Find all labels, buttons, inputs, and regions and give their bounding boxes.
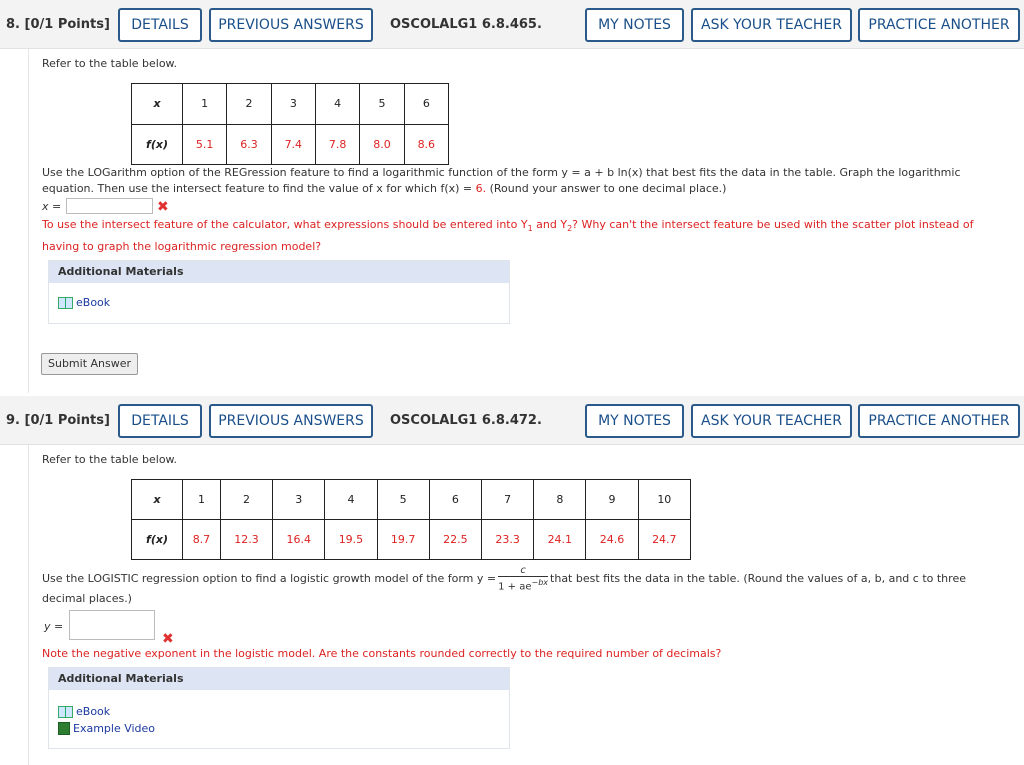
book-icon xyxy=(58,297,73,309)
q9-my-notes-button[interactable]: MY NOTES xyxy=(585,404,684,438)
q8-header xyxy=(0,0,1024,49)
q8-additional-materials-header: Additional Materials xyxy=(49,261,509,283)
q8-x-cell: 2 xyxy=(227,84,271,125)
q8-details-button[interactable]: DETAILS xyxy=(118,8,202,42)
q8-data-table xyxy=(131,83,449,165)
q9-x-cell: 4 xyxy=(325,480,377,520)
q9-fx-cell: 12.3 xyxy=(220,520,272,560)
q8-my-notes-button[interactable]: MY NOTES xyxy=(585,8,684,42)
q8-body xyxy=(28,49,1024,393)
q8-incorrect-icon: ✖ xyxy=(157,199,169,215)
q9-example-video-link[interactable]: Example Video xyxy=(58,722,155,735)
q9-x-cell: 3 xyxy=(273,480,325,520)
q9-feedback: Note the negative exponent in the logistic model. Are the constants rounded correctly to the required number of decimals? xyxy=(42,647,722,660)
q9-fx-cell: 24.6 xyxy=(586,520,638,560)
q8-x-cell: 5 xyxy=(360,84,404,125)
q8-x-cell: 1 xyxy=(183,84,227,125)
q9-answer-label: y = xyxy=(44,620,64,633)
q9-fx-cell: 22.5 xyxy=(429,520,481,560)
q9-x-cell: 10 xyxy=(638,480,690,520)
q9-fx-cell: 23.3 xyxy=(481,520,533,560)
q8-ask-teacher-button[interactable]: ASK YOUR TEACHER xyxy=(691,8,852,42)
q9-x-cell: 9 xyxy=(586,480,638,520)
q8-x-cell: 6 xyxy=(404,84,448,125)
video-icon xyxy=(58,722,70,735)
q9-intro: Refer to the table below. xyxy=(42,453,178,466)
q9-answer-input[interactable] xyxy=(69,610,155,640)
q9-ask-teacher-button[interactable]: ASK YOUR TEACHER xyxy=(691,404,852,438)
q9-x-cell: 7 xyxy=(481,480,533,520)
q8-intro: Refer to the table below. xyxy=(42,57,178,70)
q9-ebook-link[interactable]: eBook xyxy=(58,705,110,718)
q8-fx-cell: 5.1 xyxy=(183,124,227,165)
q9-x-cell: 8 xyxy=(534,480,586,520)
q8-practice-another-button[interactable]: PRACTICE ANOTHER xyxy=(858,8,1020,42)
q8-additional-materials xyxy=(48,260,510,324)
q9-body xyxy=(28,445,1024,765)
q8-submit-answer-button[interactable]: Submit Answer xyxy=(41,353,138,375)
q9-fx-header: f(x) xyxy=(132,520,183,560)
q9-incorrect-icon: ✖ xyxy=(162,631,174,647)
q9-additional-materials xyxy=(48,667,510,749)
q8-feedback-line1: To use the intersect feature of the calculator, what expressions should be entered into $Y_1$ and $Y_2$? Why can't the intersect feature be used with the scatter plot instead of xyxy=(42,218,974,234)
q8-feedback-line2: having to graph the logarithmic regression model? xyxy=(42,240,322,253)
q8-instruction-line1: Use the LOGarithm option of the REGression feature to find a logarithmic function of the form y = a + b ln(x) that best fits the data in the table. Graph the logarithmic xyxy=(42,166,961,179)
q8-fx-header: f(x) xyxy=(132,124,183,165)
q8-answer-input[interactable] xyxy=(66,198,153,214)
q8-fx-cell: 6.3 xyxy=(227,124,271,165)
q9-title: 9. [0/1 Points] xyxy=(6,413,110,428)
q9-practice-another-button[interactable]: PRACTICE ANOTHER xyxy=(858,404,1020,438)
q9-previous-answers-button[interactable]: PREVIOUS ANSWERS xyxy=(209,404,373,438)
q8-x-header: x xyxy=(132,84,183,125)
q9-logistic-formula: $\frac{c}{1 + ae^{-bx}}$ xyxy=(498,565,549,593)
q8-answer-label: x = xyxy=(42,200,62,213)
q9-header xyxy=(0,396,1024,445)
q9-fx-cell: 16.4 xyxy=(273,520,325,560)
q9-x-cell: 5 xyxy=(377,480,429,520)
q9-x-header: x xyxy=(132,480,183,520)
q9-instruction-line1: Use the LOGISTIC regression option to find a logistic growth model of the form y = $\frac{c}{1 + ae^{-bx}}$ that best fits the data in the table. (Round the values of a, b, and c to three xyxy=(42,565,966,593)
q9-fx-cell: 8.7 xyxy=(183,520,221,560)
q8-title: 8. [0/1 Points] xyxy=(6,17,110,32)
q9-additional-materials-header: Additional Materials xyxy=(49,668,509,690)
q8-x-cell: 3 xyxy=(271,84,315,125)
q9-fx-cell: 19.5 xyxy=(325,520,377,560)
q9-x-cell: 2 xyxy=(220,480,272,520)
q8-instruction-line2: equation. Then use the intersect feature to find the value of x for which f(x) = 6. (Round your answer to one decimal place.) xyxy=(42,182,727,195)
q9-fx-cell: 24.1 xyxy=(534,520,586,560)
q8-x-cell: 4 xyxy=(315,84,359,125)
q9-fx-cell: 19.7 xyxy=(377,520,429,560)
q8-ebook-link[interactable]: eBook xyxy=(58,296,110,309)
q8-fx-cell: 8.6 xyxy=(404,124,448,165)
q8-fx-cell: 7.4 xyxy=(271,124,315,165)
q9-fx-cell: 24.7 xyxy=(638,520,690,560)
q8-fx-cell: 7.8 xyxy=(315,124,359,165)
q9-x-cell: 6 xyxy=(429,480,481,520)
q9-x-cell: 1 xyxy=(183,480,221,520)
q8-fx-cell: 8.0 xyxy=(360,124,404,165)
q9-data-table xyxy=(131,479,691,560)
q9-instruction-line2: decimal places.) xyxy=(42,592,132,605)
q8-previous-answers-button[interactable]: PREVIOUS ANSWERS xyxy=(209,8,373,42)
q8-question-code: OSCOLALG1 6.8.465. xyxy=(390,17,542,32)
book-icon xyxy=(58,706,73,718)
q9-question-code: OSCOLALG1 6.8.472. xyxy=(390,413,542,428)
q9-details-button[interactable]: DETAILS xyxy=(118,404,202,438)
